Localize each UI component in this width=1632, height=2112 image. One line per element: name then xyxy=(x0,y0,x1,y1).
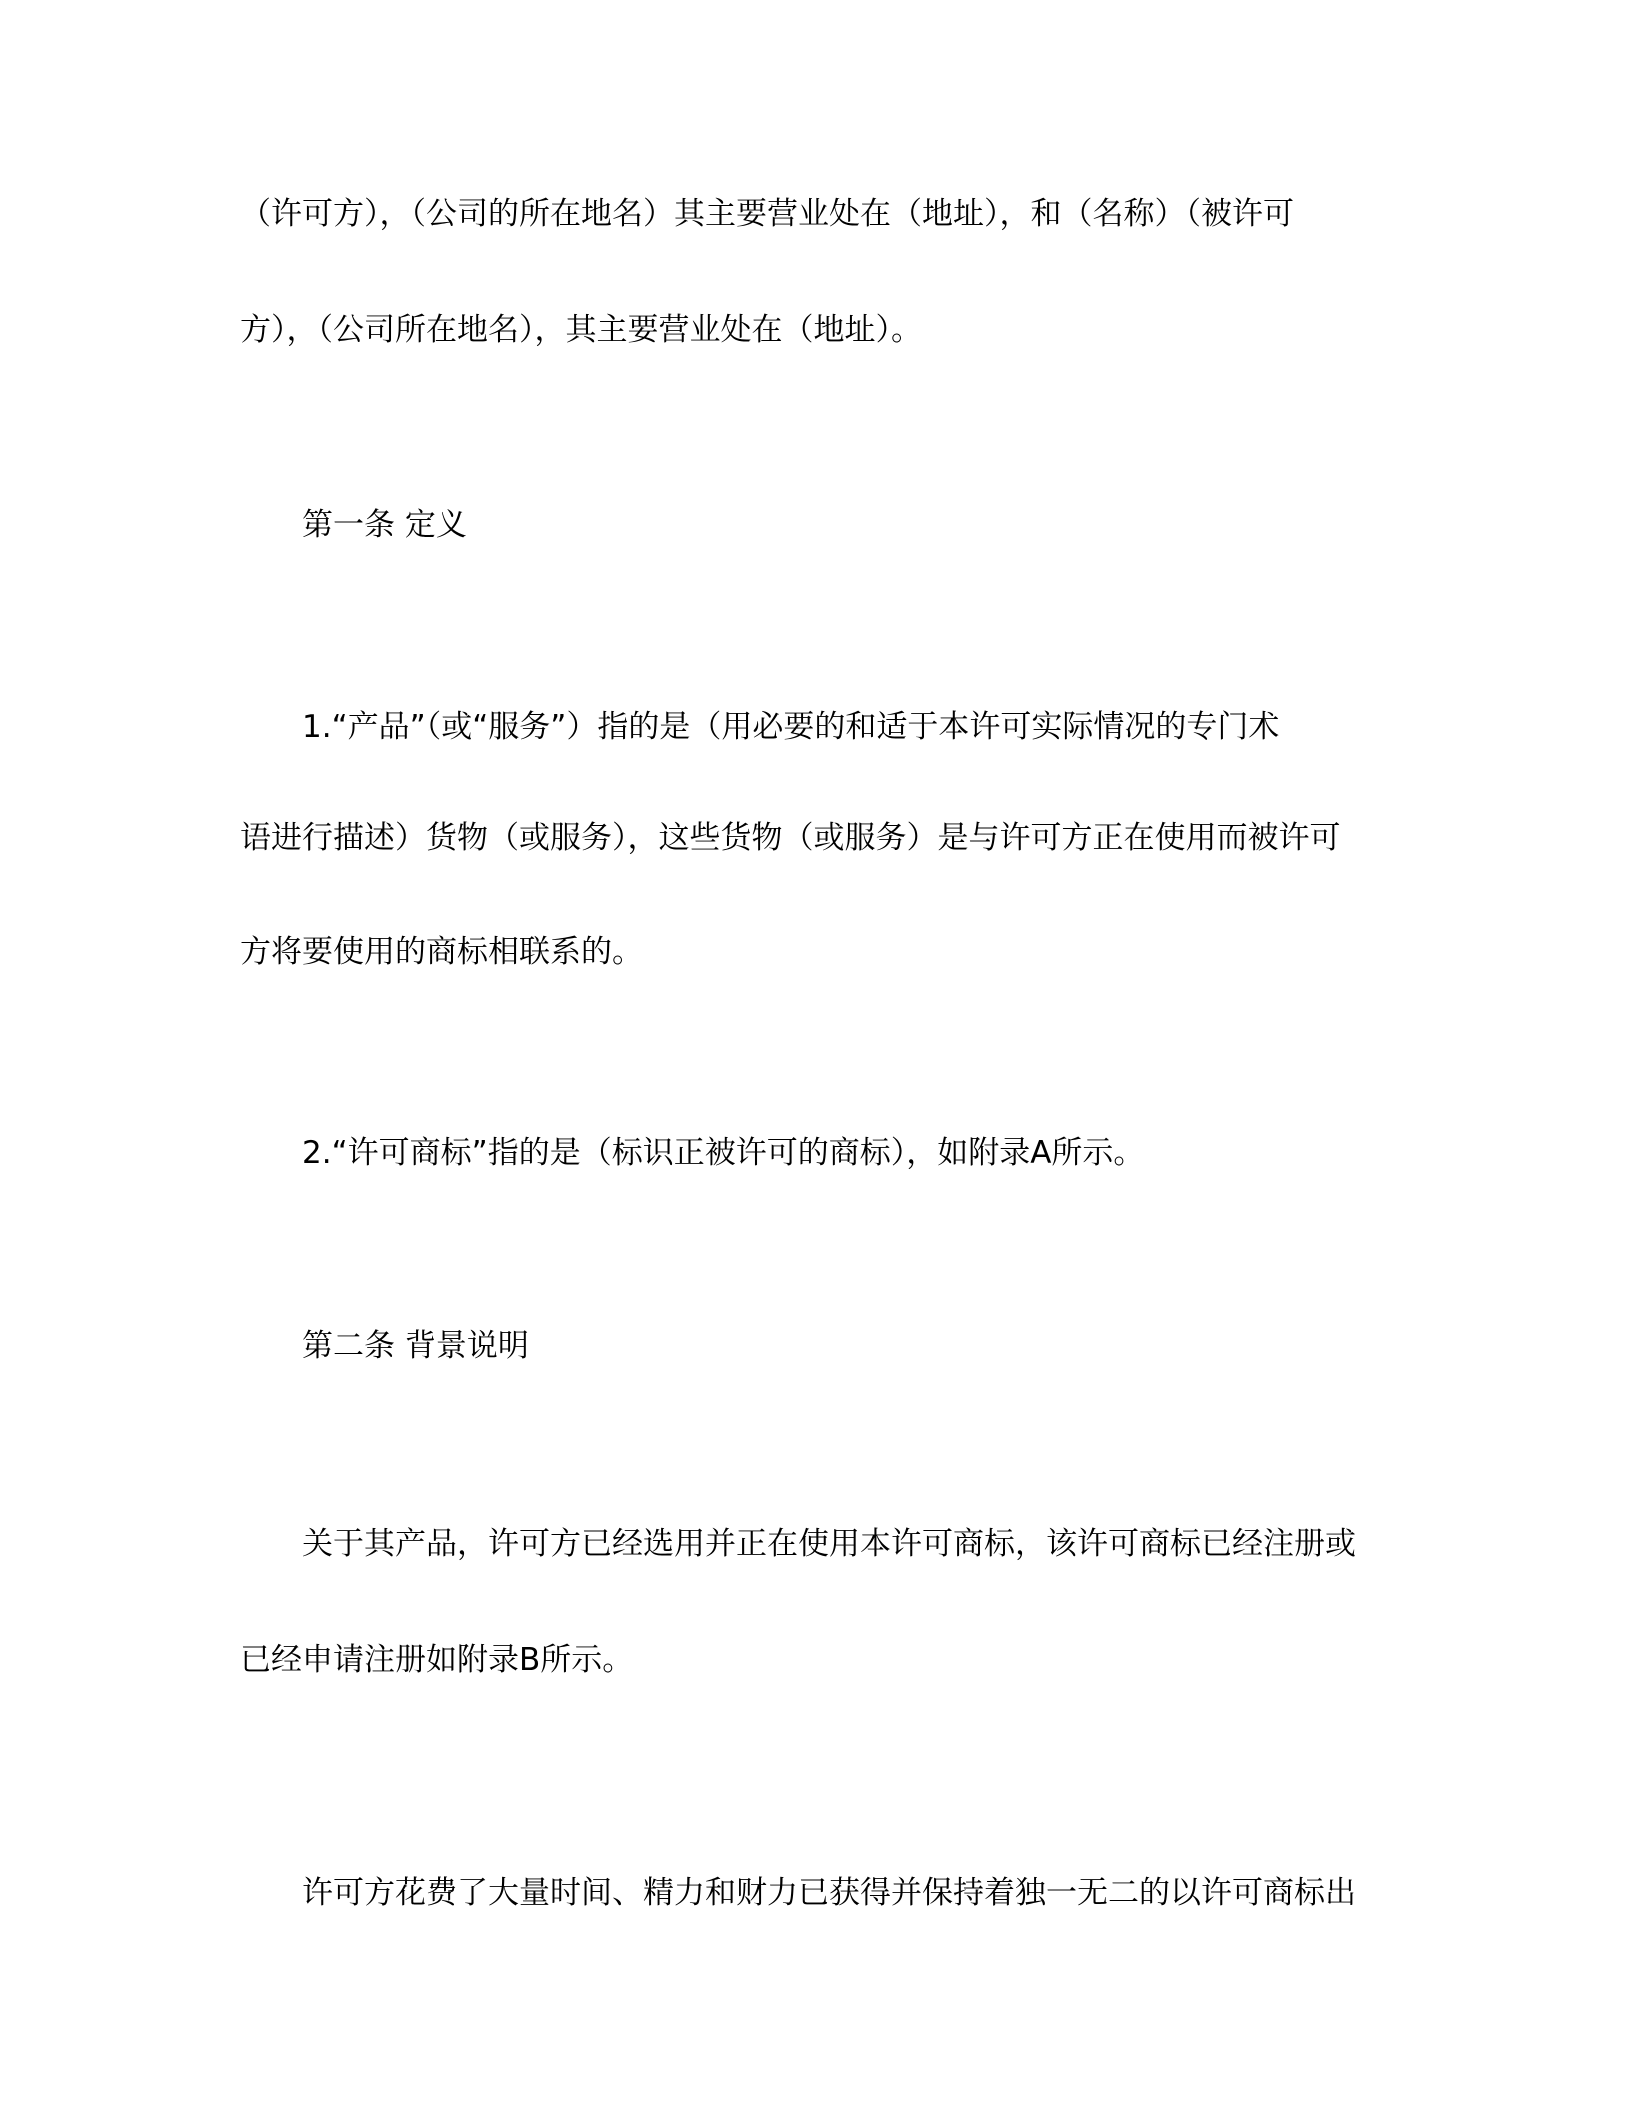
paragraph-line: 许可方花费了大量时间、精力和财力已获得并保持着独一无二的以许可商标出 xyxy=(302,1875,1356,1911)
paragraph-line: 语进行描述）货物（或服务），这些货物（或服务）是与许可方正在使用而被许可 xyxy=(240,820,1341,856)
section-heading: 第一条 定义 xyxy=(302,507,467,543)
paragraph-line: （许可方），（公司的所在地名）其主要营业处在（地址），和（名称）（被许可 xyxy=(240,196,1294,232)
paragraph-line: 1.“产品”（或“服务”）指的是（用必要的和适于本许可实际情况的专门术 xyxy=(302,709,1280,745)
paragraph-line: 方），（公司所在地名），其主要营业处在（地址）。 xyxy=(240,312,922,348)
paragraph-line: 关于其产品，许可方已经选用并正在使用本许可商标，该许可商标已经注册或 xyxy=(302,1526,1356,1562)
paragraph-line: 2.“许可商标”指的是（标识正被许可的商标），如附录A所示。 xyxy=(302,1135,1145,1171)
paragraph-line: 已经申请注册如附录B所示。 xyxy=(240,1642,634,1678)
paragraph-line: 方将要使用的商标相联系的。 xyxy=(240,934,643,970)
section-heading: 第二条 背景说明 xyxy=(302,1328,529,1364)
